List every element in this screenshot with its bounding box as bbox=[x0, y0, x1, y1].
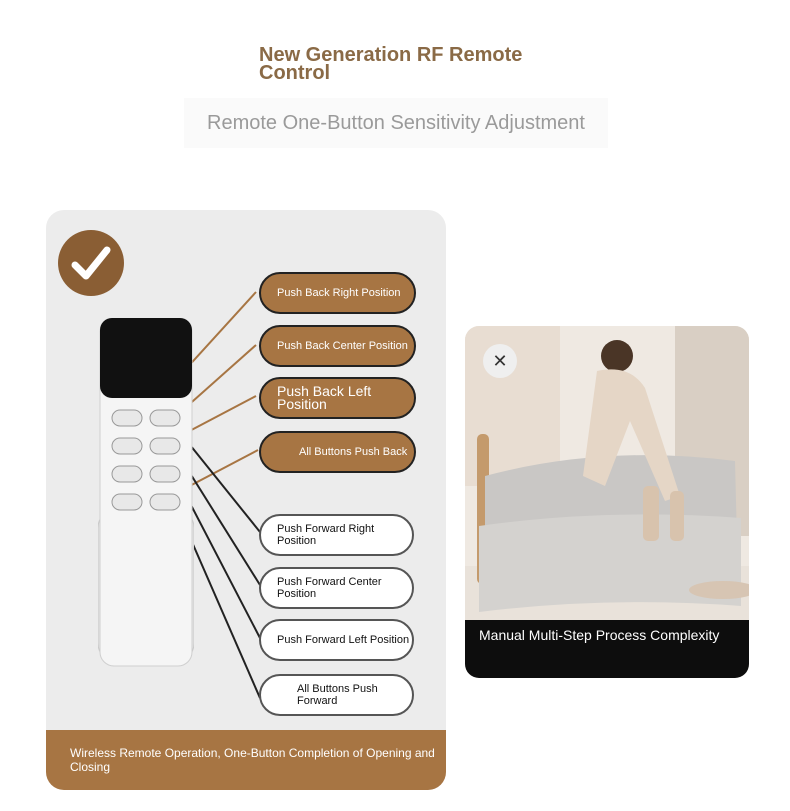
callout-push-back-left: Push Back Left Position bbox=[259, 377, 416, 419]
callout-push-forward-left: Push Forward Left Position bbox=[259, 619, 414, 661]
callout-push-back-right: Push Back Right Position bbox=[259, 272, 416, 314]
manual-process-card bbox=[465, 326, 749, 678]
callout-all-push-forward: All Buttons Push Forward bbox=[259, 674, 414, 716]
page-subtitle: Remote One-Button Sensitivity Adjustment bbox=[184, 98, 608, 148]
close-icon: ✕ bbox=[483, 344, 517, 378]
remote-control-icon bbox=[98, 318, 194, 673]
callout-push-back-center: Push Back Center Position bbox=[259, 325, 416, 367]
callout-push-forward-right: Push Forward Right Position bbox=[259, 514, 414, 556]
remote-feature-card bbox=[46, 210, 446, 790]
manual-process-caption: Manual Multi-Step Process Complexity bbox=[465, 620, 749, 678]
callout-all-push-back: All Buttons Push Back bbox=[259, 431, 416, 473]
callout-push-forward-center: Push Forward Center Position bbox=[259, 567, 414, 609]
remote-feature-footer: Wireless Remote Operation, One-Button Completion of Opening and Closing bbox=[46, 730, 446, 790]
page-title: New Generation RF Remote Control bbox=[259, 44, 523, 84]
